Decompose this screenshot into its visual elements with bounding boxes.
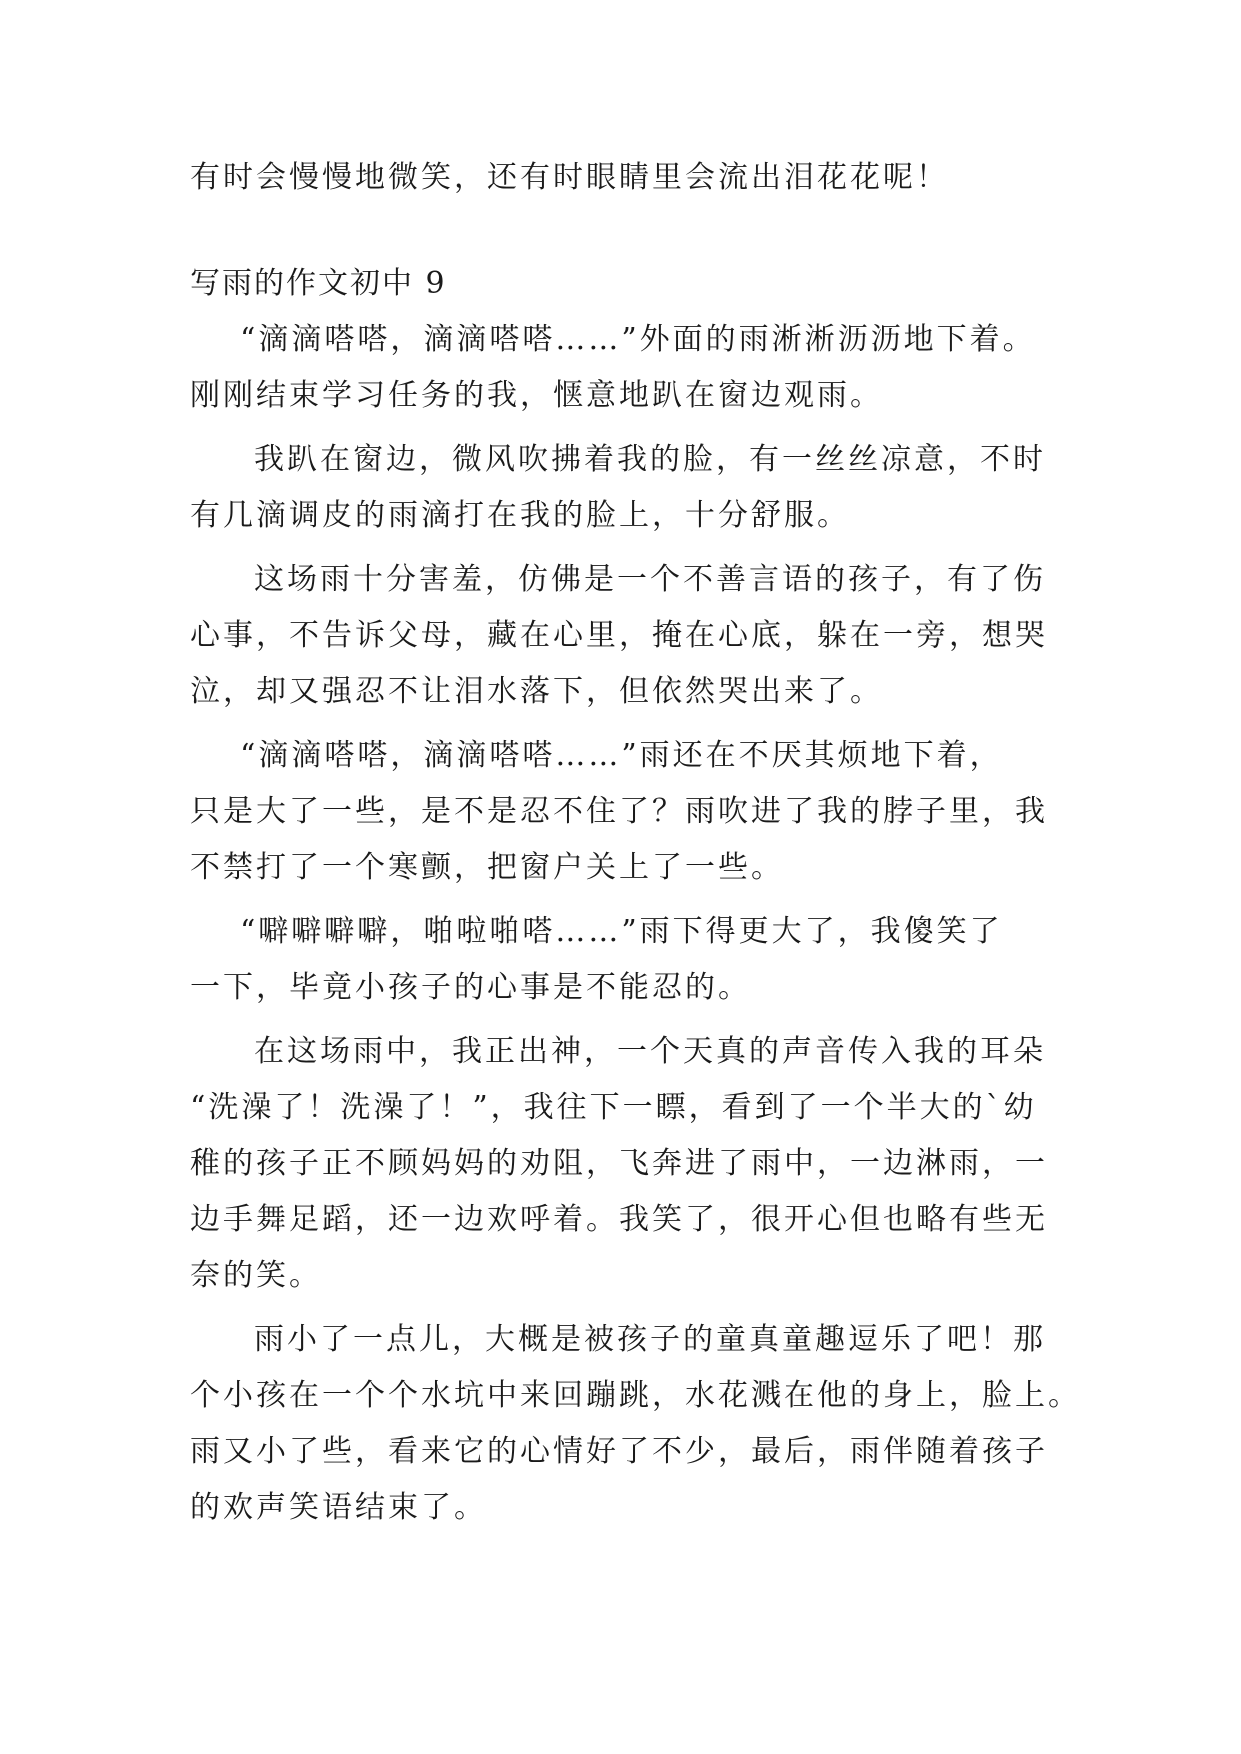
paragraph-line: 稚的孩子正不顾妈妈的劝阻，飞奔进了雨中，一边淋雨，一 (190, 1146, 1048, 1181)
paragraph-line: 边手舞足蹈，还一边欢呼着。我笑了，很开心但也略有些无 (190, 1202, 1048, 1237)
paragraph (190, 1024, 1070, 1304)
paragraph (190, 552, 1070, 720)
essay-title: 写雨的作文初中 9 (190, 266, 447, 301)
paragraph-line: 一下，毕竟小孩子的心事是不能忍的。 (190, 970, 751, 1005)
paragraph (190, 432, 1070, 544)
paragraph-line: 雨又小了些，看来它的心情好了不少，最后，雨伴随着孩子 (190, 1434, 1048, 1469)
paragraph-line: 有几滴调皮的雨滴打在我的脸上，十分舒服。 (190, 498, 850, 533)
paragraph (190, 728, 1070, 896)
paragraph-line: 我趴在窗边，微风吹拂着我的脸，有一丝丝凉意，不时 (254, 442, 1046, 477)
paragraph-line: 这场雨十分害羞，仿佛是一个不善言语的孩子，有了伤 (254, 562, 1046, 597)
paragraph-line: 个小孩在一个个水坑中来回蹦跳，水花溅在他的身上，脸上。 (190, 1378, 1081, 1413)
paragraph-line: 的欢声笑语结束了。 (190, 1490, 487, 1525)
paragraph-line: 不禁打了一个寒颤，把窗户关上了一些。 (190, 850, 784, 885)
paragraph-line: 心事，不告诉父母，藏在心里，掩在心底，躲在一旁，想哭 (190, 618, 1048, 653)
paragraph-line: 雨小了一点儿，大概是被孩子的童真童趣逗乐了吧！那 (254, 1322, 1046, 1357)
paragraph-line: 在这场雨中，我正出神，一个天真的声音传入我的耳朵 (254, 1034, 1046, 1069)
lead-line: 有时会慢慢地微笑，还有时眼睛里会流出泪花花呢！ (190, 160, 949, 195)
paragraph (190, 312, 1070, 424)
paragraph-line: “洗澡了！洗澡了！”，我往下一瞟，看到了一个半大的`幼 (190, 1090, 1037, 1125)
paragraph (190, 904, 1070, 1016)
paragraph-line: 只是大了一些，是不是忍不住了？雨吹进了我的脖子里，我 (190, 794, 1048, 829)
paragraph (190, 1312, 1081, 1536)
paragraph-line: 泣，却又强忍不让泪水落下，但依然哭出来了。 (190, 674, 883, 709)
document-page (190, 150, 1081, 1536)
paragraph-line: “滴滴嗒嗒，滴滴嗒嗒……”外面的雨淅淅沥沥地下着。 (240, 322, 1036, 357)
paragraph-line: 奈的笑。 (190, 1258, 322, 1293)
paragraph-line: “噼噼噼噼，啪啦啪嗒……”雨下得更大了，我傻笑了 (240, 914, 1003, 949)
paragraph-line: “滴滴嗒嗒，滴滴嗒嗒……”雨还在不厌其烦地下着， (240, 738, 1003, 773)
paragraph-line: 刚刚结束学习任务的我，惬意地趴在窗边观雨。 (190, 378, 883, 413)
